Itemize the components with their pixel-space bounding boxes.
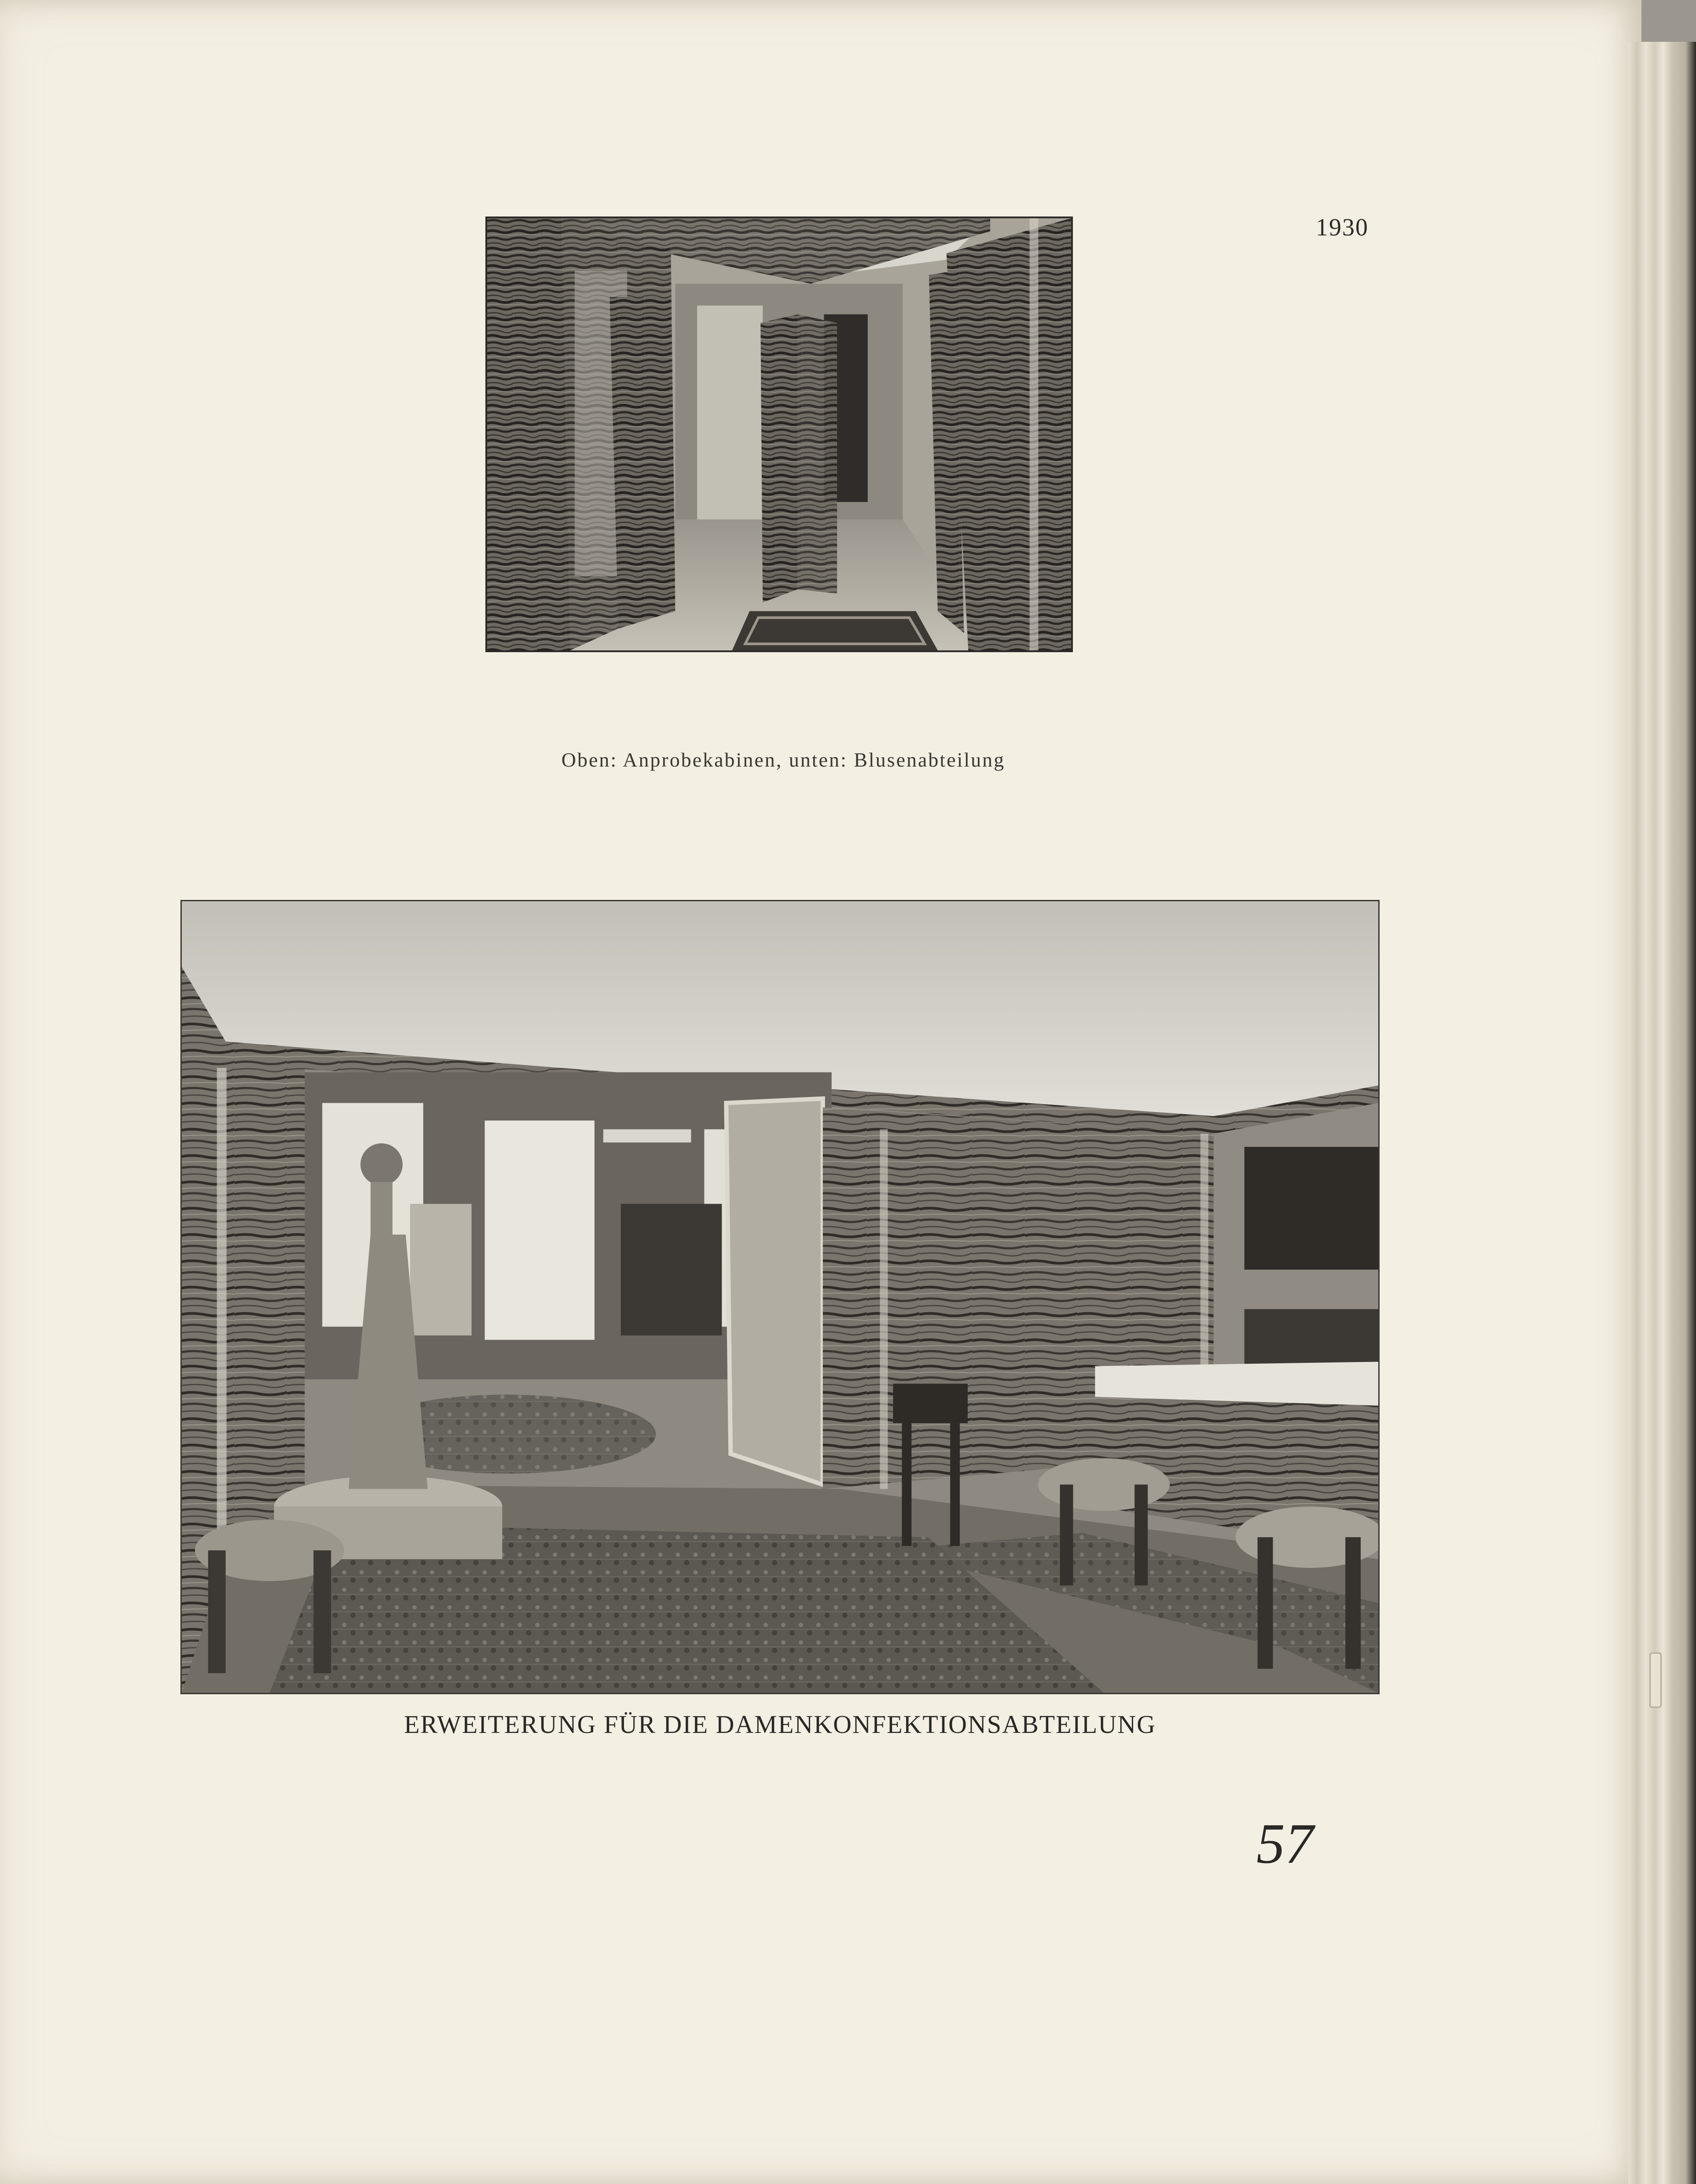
year-label: 1930	[1316, 214, 1369, 241]
photo-clothing-department-image	[182, 901, 1378, 1693]
caption-top: Oben: Anprobekabinen, unten: Blusenabteilung	[561, 749, 1006, 771]
page-tab-marker	[1649, 1652, 1662, 1708]
book-page-edges	[1628, 42, 1696, 2184]
photo-clothing-department	[180, 900, 1380, 1694]
photo-fitting-cabins-image	[487, 218, 1071, 650]
caption-bottom: ERWEITERUNG FÜR DIE DAMENKONFEKTIONSABTEILUNG	[404, 1710, 1156, 1739]
photo-fitting-cabins	[485, 217, 1073, 652]
page-number: 57	[1256, 1812, 1314, 1876]
